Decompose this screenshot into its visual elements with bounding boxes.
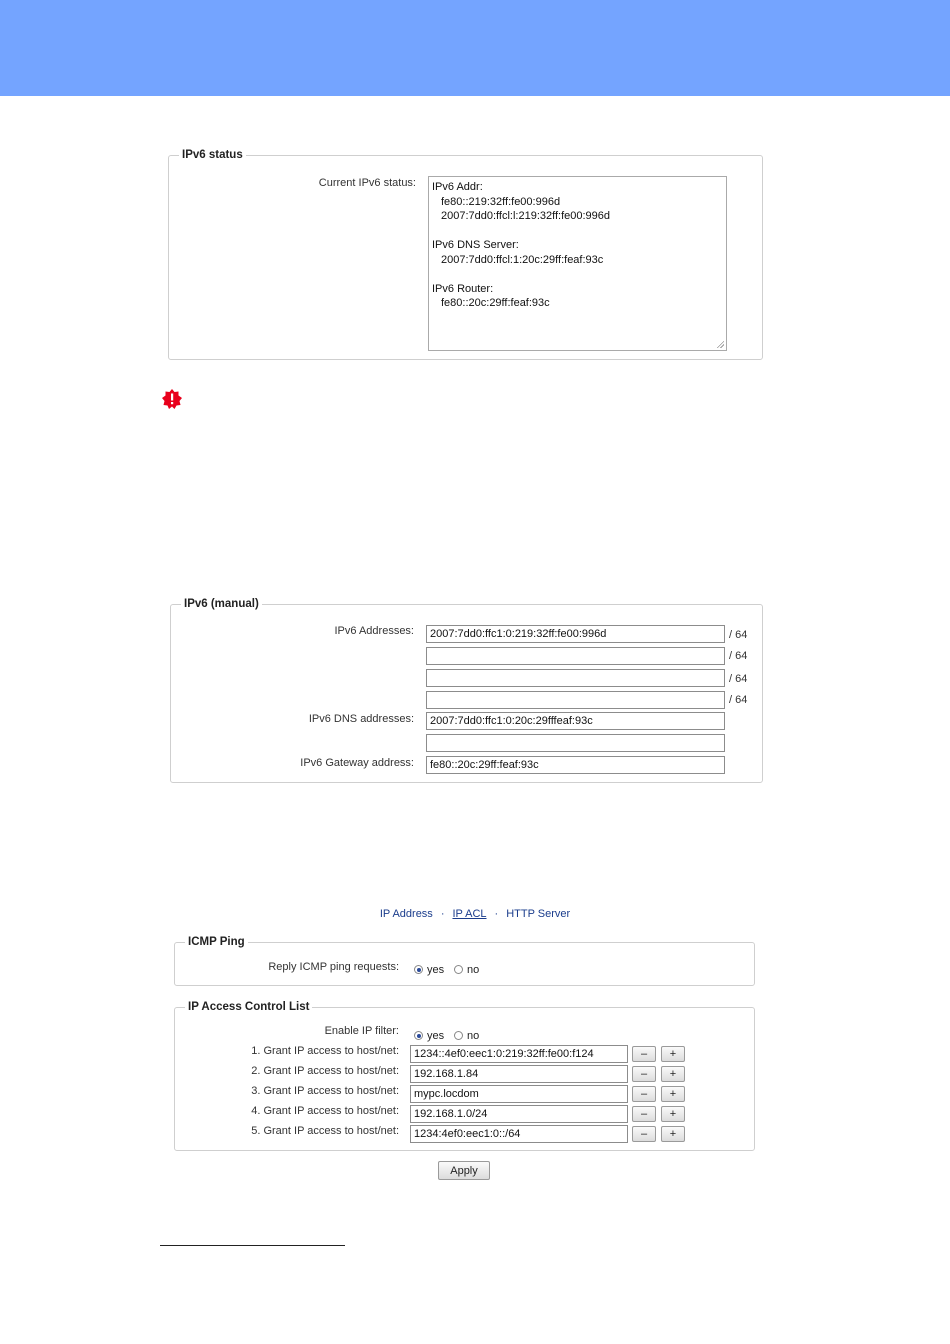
current-ipv6-status-label: Current IPv6 status: [318,177,416,189]
acl-row-label: 5. Grant IP access to host/net: [251,1125,399,1137]
footnote-rule [160,1245,345,1246]
acl-host-field[interactable] [410,1065,628,1083]
ipv6-gateway-field[interactable] [426,756,725,774]
ipv6-status-textarea[interactable] [428,176,727,351]
ipv6-gateway-label: IPv6 Gateway address: [300,757,414,769]
nav-separator: · [494,908,499,920]
nav-http-server[interactable]: HTTP Server [506,908,571,920]
ipv6-manual-legend: IPv6 (manual) [184,598,259,610]
acl-add-button[interactable]: + [661,1086,685,1102]
icmp-ping-legend: ICMP Ping [188,936,245,948]
icmp-no-radio[interactable] [454,965,463,974]
status-dns-1: 2007:7dd0:ffcl:1:20c:29ff:feaf:93c [441,253,604,266]
acl-host-field[interactable] [410,1125,628,1143]
status-router-1: fe80::20c:29ff:feaf:93c [441,297,550,309]
acl-host-field[interactable] [410,1045,628,1063]
ipv6-dns-field-1[interactable] [426,712,725,730]
header-banner [0,0,950,96]
nav-separator: · [440,908,445,920]
ipv6-address-field-3[interactable] [426,669,725,687]
status-dns-heading: IPv6 DNS Server: [432,239,519,251]
ipv6-dns-label: IPv6 DNS addresses: [308,713,414,725]
ipv6-dns-field-2[interactable] [426,734,725,752]
acl-remove-button[interactable]: – [632,1106,656,1122]
apply-button[interactable]: Apply [438,1161,490,1180]
acl-add-button[interactable]: + [661,1126,685,1142]
ip-filter-yes-radio[interactable] [414,1031,423,1040]
acl-row-label: 3. Grant IP access to host/net: [251,1085,399,1097]
icmp-no-label: no [467,964,480,976]
status-addr-1: fe80::219:32ff:fe00:996d [441,195,561,208]
ipv6-prefix-1: / 64 [729,629,748,641]
status-router-heading: IPv6 Router: [432,282,494,295]
acl-remove-button[interactable]: – [632,1126,656,1142]
acl-remove-button[interactable]: – [632,1086,656,1102]
ip-filter-yes-label: yes [427,1030,445,1042]
icmp-yes-radio[interactable] [414,965,423,974]
status-addr-heading: IPv6 Addr: [432,181,483,193]
acl-add-button[interactable]: + [661,1066,685,1082]
acl-host-field[interactable] [410,1105,628,1123]
ipv6-prefix-3: / 64 [729,673,748,685]
enable-ip-filter-label: Enable IP filter: [324,1025,399,1037]
reply-icmp-label: Reply ICMP ping requests: [268,961,399,973]
ipv6-prefix-4: / 64 [729,694,748,706]
icmp-yes-label: yes [427,964,445,976]
ipv6-address-field-2[interactable] [426,647,725,665]
ip-acl-legend: IP Access Control List [188,1001,310,1013]
acl-remove-button[interactable]: – [632,1066,656,1082]
acl-add-button[interactable]: + [661,1106,685,1122]
ip-filter-no-label: no [467,1030,480,1042]
acl-add-button[interactable]: + [661,1046,685,1062]
ipv6-address-field-1[interactable] [426,625,725,643]
status-addr-2: 2007:7dd0:ffcl:l:219:32ff:fe00:996d [441,210,611,222]
acl-host-field[interactable] [410,1085,628,1103]
section-nav [0,908,950,920]
ipv6-status-legend: IPv6 status [182,149,243,161]
acl-row-label: 1. Grant IP access to host/net: [251,1045,399,1057]
acl-row-label: 4. Grant IP access to host/net: [251,1105,399,1117]
resize-grip-icon[interactable] [716,340,724,348]
acl-remove-button[interactable]: – [632,1046,656,1062]
warning-badge-icon [162,389,182,409]
ipv6-addresses-label: IPv6 Addresses: [334,625,414,637]
ip-filter-no-radio[interactable] [454,1031,463,1040]
acl-row-label: 2. Grant IP access to host/net: [251,1065,399,1077]
ipv6-prefix-2: / 64 [729,650,748,662]
nav-ip-address[interactable]: IP Address [379,908,433,920]
ipv6-address-field-4[interactable] [426,691,725,709]
nav-ip-acl[interactable]: IP ACL [452,908,487,920]
